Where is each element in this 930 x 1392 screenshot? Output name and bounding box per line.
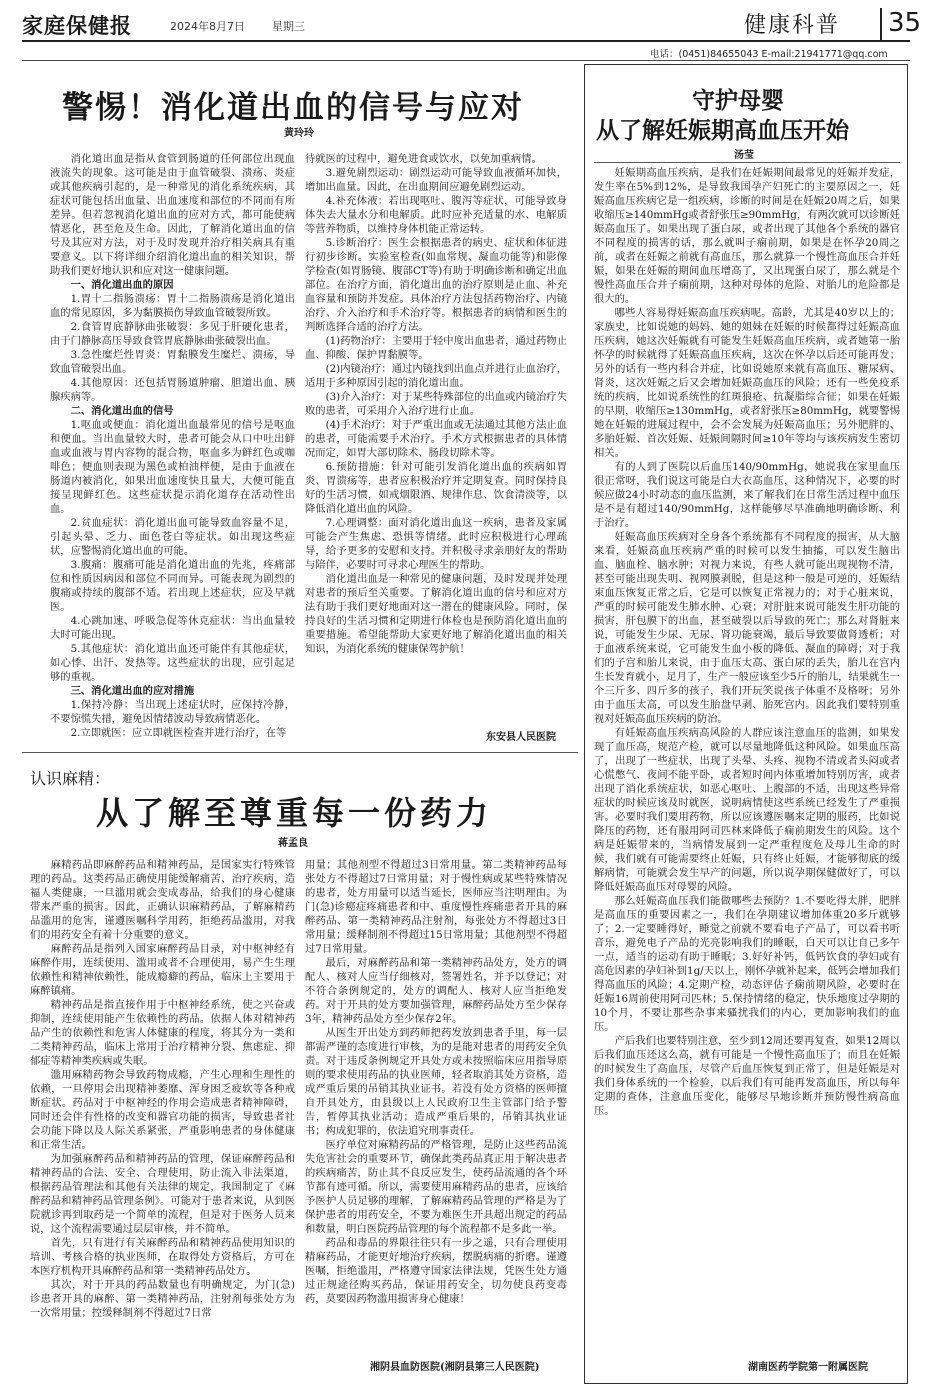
article1-heading: 三、消化道出血的应对措施 [70, 685, 195, 697]
article3-paragraph: 妊娠期高血压疾病，是我们在妊娠期间最常见的妊娠并发症，发生率在5%到12%，是导致我国孕产妇死亡的主要原因之一，妊娠高血压疾病它是一组疾病，诊断的时间是在妊娠20周之后，如果收缩压≥140mmHg或者舒张压≥90mmHg，有两次就可以诊断妊娠高血压了。如果出现了蛋白尿，或者出现了其他各个系统的器官不同程度的损害的话，那么就叫子痫前期，如果是在怀孕20周之前，或者在妊娠之前就有高血压，那么就算一个慢性高血压合并妊娠，如果在妊娠的期间血压增高了，又出现蛋白尿了，那么就是个慢性高血压合并子痫前期，这种对母体的危险、对胎儿的危险都是很大的。 [594, 167, 900, 305]
masthead-divider [880, 8, 882, 40]
article1-column-2 [305, 152, 567, 720]
masthead [22, 8, 922, 42]
article1-paragraph: (4)手术治疗：对于严重出血或无法通过其他方法止血的患者，可能需要手术治疗。手术方式根据患者的具体情况而定，如胃大部切除术、肠段切除术等。 [305, 419, 567, 459]
masthead-rule [22, 40, 910, 42]
article2-column-2 [305, 858, 567, 1352]
article1-paragraph: 1.呕血或便血：消化道出血最常见的信号是呕血和便血。当出血量较大时，患者可能会从口中吐出鲜血或血液与胃内容物的混合物，呕血多为鲜红色或咖啡色；便血则表现为黑色或柏油样便，是由于血液在肠道内被消化，如果出血速度快且量大，大便可能直接呈现鲜红色。这些症状提示消化道存在活动性出血。 [50, 419, 295, 515]
issue-weekday: 星期三 [272, 20, 305, 33]
article2-column-1 [30, 858, 295, 1378]
article1-paragraph: 待就医的过程中，避免进食或饮水，以免加重病情。 [305, 153, 542, 165]
article1-paragraph: 4.其他原因：还包括胃肠道肿瘤、胆道出血、胰腺疾病等。 [50, 377, 295, 403]
article3-paragraph: 妊娠高血压疾病对全身各个系统都有不同程度的损害，从大脑来看，妊娠高血压疾病严重的时候可以发生抽搐，可以发生脑出血、脑血栓、脑水肿；对视力来说，有些人就可能出现视物不清，甚至可能出现失明、视网膜剥脱，但是这种一般是可逆的，妊娠结束血压恢复正常之后，它是可以恢复正常视力的；对于心脏来说，严重的时候可能发生肺水肿、心衰；对肝脏来说可能发生肝功能的损害，肝包膜下的出血，甚至破裂以后导致的死亡；那么对肾脏来说，可能发生少尿、无尿、肾功能衰竭，最后导致要做肾透析；对于血液系统来说，它可能发生血小板的降低、凝血的障碍；对于我们的子宫和胎儿来说，由于血压太高、蛋白尿的丢失，胎儿在宫内生长发育就小，足月了，生产一般应该至少5斤的胎儿，结果就生一个三斤多、四斤多的孩子，我们开玩笑说孩子体重不及格呀；另外由于血压太高，可以发生胎盘早剥、胎死宫内。因此我们要特别重视对妊娠高血压疾病的防治。 [594, 531, 900, 725]
article1-paragraph: 2.立即就医：应立即就医检查并进行治疗，在等 [70, 727, 287, 739]
article1-paragraph: 4.心跳加速、呼吸急促等休克症状：当出血量较大时可能出现。 [50, 615, 295, 641]
article1-paragraph: (3)介入治疗：对于某些特殊部位的出血或内镜治疗失败的患者，可采用介入治疗进行止血。 [305, 391, 567, 417]
article1-paragraph: 3.急性糜烂性胃炎：胃黏膜发生糜烂、溃疡，导致血管破裂出血。 [50, 349, 295, 375]
article2-title: 从了解至尊重每一份药力 [96, 794, 493, 832]
section-name: 健康科普 [744, 13, 841, 38]
article3-title-rule [594, 162, 900, 163]
article3-paragraph: 那么妊娠高血压我们能做哪些去预防？1.不要吃得太胖，肥胖是高血压的重要因素之一，我们在孕期建议增加体重20多斤就够了；2.一定要睡得好，睡觉之前就不要看电子产品了，可以看书听音乐，避免电子产品的光亮影响我们的睡眠，白天可以让自己多午一点，适当的运动有助于睡眠；3.好好补钙，低钙饮食的孕妇或有高危因素的孕妇补到1g/天以上，刚怀孕就补起来，低钙会增加我们得高血压的风险；4.定期产检，动态评估子痫前期风险，必要时在妊娠16周前使用阿司匹林；5.保持情绪的稳定，快乐地度过孕期的10个月，不要让那些杂事来骚扰我们的内心，更加影响我们的血压。 [594, 895, 900, 1033]
article3-paragraph: 产后我们也要特别注意，至少到12周还要再复查，如果12周以后我们血压还这么高，就有可能是一个慢性高血压了；而且在妊娠的时候发生了高血压，尽管产后血压恢复到正常了，但是妊娠是对我们身体系统的一个检验，以后我们有可能再发高血压，所以每年定期的查体，注意血压变化，能够尽早地诊断并预防慢性病高血压。 [594, 1035, 900, 1117]
article3-body [594, 166, 900, 1354]
article1-heading: 二、消化道出血的信号 [70, 405, 174, 417]
article2-source: 湘阴县血防医院(湘阴县第三人民医院) [370, 1362, 540, 1373]
article1-paragraph: (2)内镜治疗：通过内镜找到出血点并进行止血治疗，适用于多种原因引起的消化道出血。 [305, 363, 567, 389]
article2-paragraph: 麻醉药品是指列入国家麻醉药品目录，对中枢神经有麻醉作用，连续使用、滥用或者不合理使用，易产生生理依赖性和精神依赖性，能成瘾癖的药品，临床上主要用于麻醉镇痛。 [30, 943, 295, 997]
paper-name: 家庭保健报 [22, 14, 132, 38]
article1-paragraph: 1.胃十二指肠溃疡：胃十二指肠溃疡是消化道出血的常见原因，多为黏膜损伤导致血管破裂所致。 [50, 293, 295, 319]
contact-rule [22, 60, 910, 61]
article2-paragraph: 从医生开出处方到药师把药发放到患者手里，每一层都需严谨的态度进行审核，为的是能对患者的用药安全负责。对于违反条例规定开具处方或未按照临床应用指导原则的要求使用药品的执业医师，轻者取消其处方资格，造成严重后果的吊销其执业证书。若没有处方资格的医师擅自开具处方，由县级以上人民政府卫生主管部门给予警告，暂停其执业活动；造成严重后果的，吊销其执业证书；构成犯罪的，依法追究刑事责任。 [305, 1027, 567, 1137]
article2-paragraph: 为加强麻醉药品和精神药品的管理，保证麻醉药品和精神药品的合法、安全、合理使用，防止流入非法渠道，根据药品管理法和其他有关法律的规定，我国制定了《麻醉药品和精神药品管理条例》。可能对于患者来说，从到医院就诊再到取药是一个简单的流程，但是对于医务人员来说，这个流程需要通过层层审核，并不简单。 [30, 1153, 295, 1235]
article1-paragraph: (1)药物治疗：主要用于轻中度出血患者，通过药物止血、抑酸、保护胃黏膜等。 [305, 335, 567, 361]
article2-paragraph: 药品和毒品的界限往往只有一步之遥，只有合理使用精麻药品，才能更好地治疗疾病，摆脱病痛的折磨。谨遵医嘱，拒绝滥用，严格遵守国家法律法规，凭医生处方通过正规途径购买药品，保证用药安全，切勿使良药变毒药，莫要因药物滥用损害身心健康！ [305, 1237, 567, 1305]
article1-paragraph: 2.贫血症状：消化道出血可能导致血容量不足，引起头晕、乏力、面色苍白等症状。如出现这些症状，应警惕消化道出血的可能。 [50, 517, 295, 557]
article2-author: 蒋孟良 [278, 838, 308, 849]
article1-source: 东安县人民医院 [486, 732, 556, 743]
article1-title: 警惕！消化道出血的信号与应对 [62, 90, 524, 126]
page-number: 35 [888, 8, 922, 38]
contact-info: 电话：(0451)84655043 E-mail:21941771@qq.com [650, 49, 888, 60]
article2-paragraph: 麻精药品即麻醉药品和精神药品，是国家实行特殊管理的药品。这类药品正确使用能缓解痛苦、治疗疾病，造福人类健康，一旦滥用就会变成毒品，给我们的身心健康带来严重的损害。因此，正确认识麻精药品，了解麻精药品滥用的危害，谨遵医嘱科学用药，拒绝药品滥用，对我们的用药安全有着十分重要的意义。 [30, 859, 295, 941]
article3-author: 汤莹 [734, 150, 754, 161]
article1-paragraph: 3.避免剧烈运动：剧烈运动可能导致血液循环加快，增加出血量。因此，在出血期间应避免剧烈运动。 [305, 167, 567, 193]
article1-paragraph: 4.补充体液：若出现呕吐、腹泻等症状，可能导致身体失去大量水分和电解质。此时应补充适量的水、电解质等营养物质，以维持身体机能正常运转。 [305, 195, 567, 235]
article3-paragraph: 有妊娠高血压疾病高风险的人群应该注意血压的监测，如果发现了血压高，规范产检，就可以尽量地降低这种风险。如果血压高了，出现了一些症状，出现了头晕、头疼、视物不清或者头闷或者心慌憋气、夜间不能平卧，或者短时间内体重增加特别厉害，或者出现了消化系统症状，如恶心呕吐、上腹部的不适，出现这些异常症状的时候应该及时就医，说明病情使这些系统已经发生了严重损害。必要时我们要用药物，所以应该遵医嘱来定期的服药，比如说降压的药物，还有服用阿司匹林来降低子痫前期发生的风险。这个病是妊娠带来的，当病情发展到一定严重程度危及母儿生命的时候，我们就有可能需要终止妊娠，只有终止妊娠，才能够彻底的缓解病情，可能就会发生早产的问题，所以说孕期保健做好了，可以降低妊娠高血压对母婴的风险。 [594, 727, 900, 893]
article2-paragraph: 最后，对麻醉药品和第一类精神药品处方，处方的调配人、核对人应当仔细核对，签署姓名，并予以登记；对不符合条例规定的，处方的调配人、核对人应当拒绝发药。对于开具的处方要加强管理，麻醉药品处方至少保存3年，精神药品处方至少保存2年。 [305, 957, 567, 1025]
issue-date: 2024年8月7日 [170, 20, 245, 33]
article1-paragraph: 消化道出血是一种常见的健康问题，及时发现并处理对患者的预后至关重要。了解消化道出血的信号和应对方法有助于我们更好地面对这一潜在的健康风险。同时，保持良好的生活习惯和定期进行体检也是预防消化道出血的重要措施。希望能帮助大家更好地了解消化道出血的相关知识，为消化系统的健康保驾护航！ [305, 573, 567, 655]
article1-paragraph: 3.腹痛：腹痛可能是消化道出血的先兆，疼痛部位和性质因病因和部位不同而异。可能表现为剧烈的腹痛或持续的腹部不适。若出现上述症状，应及早就医。 [50, 559, 295, 613]
article3-title-line2: 从了解妊娠期高血压开始 [596, 117, 849, 144]
article1-paragraph: 5.诊断治疗：医生会根据患者的病史、症状和体征进行初步诊断。实验室检查(如血常规、凝血功能等)和影像学检查(如胃肠镜、腹部CT等)有助于明确诊断和确定出血部位。在治疗方面，消化道出血的治疗原则是止血、补充血容量和预防并发症。具体治疗方法包括药物治疗、内镜治疗、介入治疗和手术治疗等。根据患者的病情和医生的判断选择合适的治疗方法。 [305, 237, 567, 333]
article1-paragraph: 消化道出血是指从食管到肠道的任何部位出现血液流失的现象。这可能是由于血管破裂、溃疡、炎症或其他疾病引起的，是一种常见的消化系统疾病，其症状可能包括出血量、出血速度和部位的不同而有所差异。但若忽视消化道出血的应对方式，都可能使病情恶化，甚至危及生命。因此，了解消化道出血的信号及其应对方法，对于及时发现并治疗相关病具有重要意义。以下将详细介绍消化道出血的相关知识，帮助我们更好地认识和应对这一健康问题。 [50, 153, 295, 277]
article1-author: 黄玲玲 [284, 128, 314, 139]
article1-heading: 一、消化道出血的原因 [70, 279, 174, 291]
article1-paragraph: 2.食管胃底静脉曲张破裂：多见于肝硬化患者，由于门静脉高压导致食管胃底静脉曲张破裂出血。 [50, 321, 295, 347]
article1-paragraph: 5.其他症状：消化道出血还可能伴有其他症状，如心悸、出汗、发热等。这些症状的出现，应引起足够的重视。 [50, 643, 295, 683]
article2-paragraph: 医疗单位对麻精药品的严格管理，是防止这些药品流失危害社会的重要环节，确保此类药品真正用于解决患者的疾病痛苦，防止其不良反应发生，使药品流通的各个环节都有迹可循。所以，需要使用麻精药品的患者，应该给予医护人员足够的理解，了解麻精药品管理的严格是为了保护患者的用药安全，不要为难医生开具超出规定的药品和数量，明白医院药品管理的每个流程都不是多此一举。 [305, 1139, 567, 1235]
article3-title-line1: 守护母婴 [692, 87, 784, 114]
article2-paragraph: 精神药品是指直接作用于中枢神经系统，使之兴奋或抑制，连续使用能产生依赖性的药品。依据人体对精神药品产生的依赖性和危害人体健康的程度，将其分为一类和二类精神药品，临床上常用于治疗精神分裂、焦虑症、抑郁症等精神类疾病或失眠。 [30, 999, 295, 1067]
article-divider [22, 752, 578, 753]
article2-paragraph: 滥用麻精药物会导致药物成瘾，产生心理和生理性的依赖，一旦停用会出现精神萎靡、浑身困乏疲软等各种戒断症状。药品对于中枢神经的作用会造成患者精神障碍，同时还会伴有性格的改变和器官功能的损害，导致患者社会功能下降以及人际关系紧张，严重影响患者的身体健康和正常生活。 [30, 1069, 295, 1151]
article3-source: 湖南医药学院第一附属医院 [748, 1362, 868, 1373]
article1-paragraph: 6.预防措施：针对可能引发消化道出血的疾病如胃炎、胃溃疡等，患者应积极治疗并定期复查。同时保持良好的生活习惯，如戒烟限酒、规律作息、饮食清淡等，以降低消化道出血的风险。 [305, 461, 567, 515]
article1-paragraph: 7.心理调整：面对消化道出血这一疾病，患者及家属可能会产生焦虑、恐惧等情绪。此时应积极进行心理疏导，给予更多的安慰和支持。并积极寻求亲朋好友的帮助与陪伴，必要时可寻求心理医生的帮助。 [305, 517, 567, 571]
article1-column-1 [50, 152, 295, 742]
article2-paragraph: 首先，只有进行有关麻醉药品和精神药品使用知识的培训、考核合格的执业医师，在取得处方资格后，方可在本医疗机构开具麻醉药品和第一类精神药品处方。 [30, 1237, 295, 1277]
article2-kicker: 认识麻精： [30, 769, 111, 788]
article1-paragraph: 1.保持冷静：当出现上述症状时，应保持冷静，不要惊慌失措，避免因情绪波动导致病情恶化。 [50, 699, 295, 725]
article3-paragraph: 有的人到了医院以后血压140/90mmHg，她说我在家里血压很正常呀，我们说这可能是白大衣高血压，这种情况下，必要的时候应做24小时动态的血压监测，来了解我们在日常生活过程中血压是不是有超过140/90mmHg，这样能够尽早准确地明确诊断、利于治疗。 [594, 461, 900, 529]
article3-paragraph: 哪些人容易得妊娠高血压疾病呢。高龄，尤其是40岁以上的；家族史，比如说她的妈妈、她的姐妹在妊娠的时候都得过妊娠高血压疾病，她这次妊娠就有可能发生妊娠高血压疾病，或者她第一胎怀孕的时候就得了妊娠高血压疾病，这次在怀孕以后还可能再发；另外的话有一些内科合并症，比如说她原来就有高血压、糖尿病、肾炎，这次妊娠之后又会增加妊娠高血压的风险；还有一些免疫系统的疾病，比如说系统性的红斑狼疮、抗凝脂综合征；如果在妊娠的早期，收缩压≥130mmHg，或者舒张压≥80mmHg，就要警惕她在妊娠的进展过程中，会不会发展为妊娠高血压；另外肥胖的、多胎妊娠、首次妊娠、妊娠间隔时间≥10年等均与该疾病发生密切相关。 [594, 307, 900, 459]
article2-paragraph: 其次，对于开具的药品数量也有明确规定，为门(急)诊患者开具的麻醉、第一类精神药品，注射剂每张处方为一次常用量；控缓释制剂不得超过7日常 [30, 1279, 295, 1319]
article2-paragraph: 用量；其他剂型不得超过3日常用量。第二类精神药品每张处方不得超过7日常用量；对于慢性病或某些特殊情况的患者，处方用量可以适当延长，医师应当注明理由。为门(急)诊癌症疼痛患者和中、重度慢性疼痛患者开具的麻醉药品、第一类精神药品注射剂，每张处方不得超过3日常用量；缓释制剂不得超过15日常用量；其他剂型不得超过7日常用量。 [305, 859, 567, 955]
